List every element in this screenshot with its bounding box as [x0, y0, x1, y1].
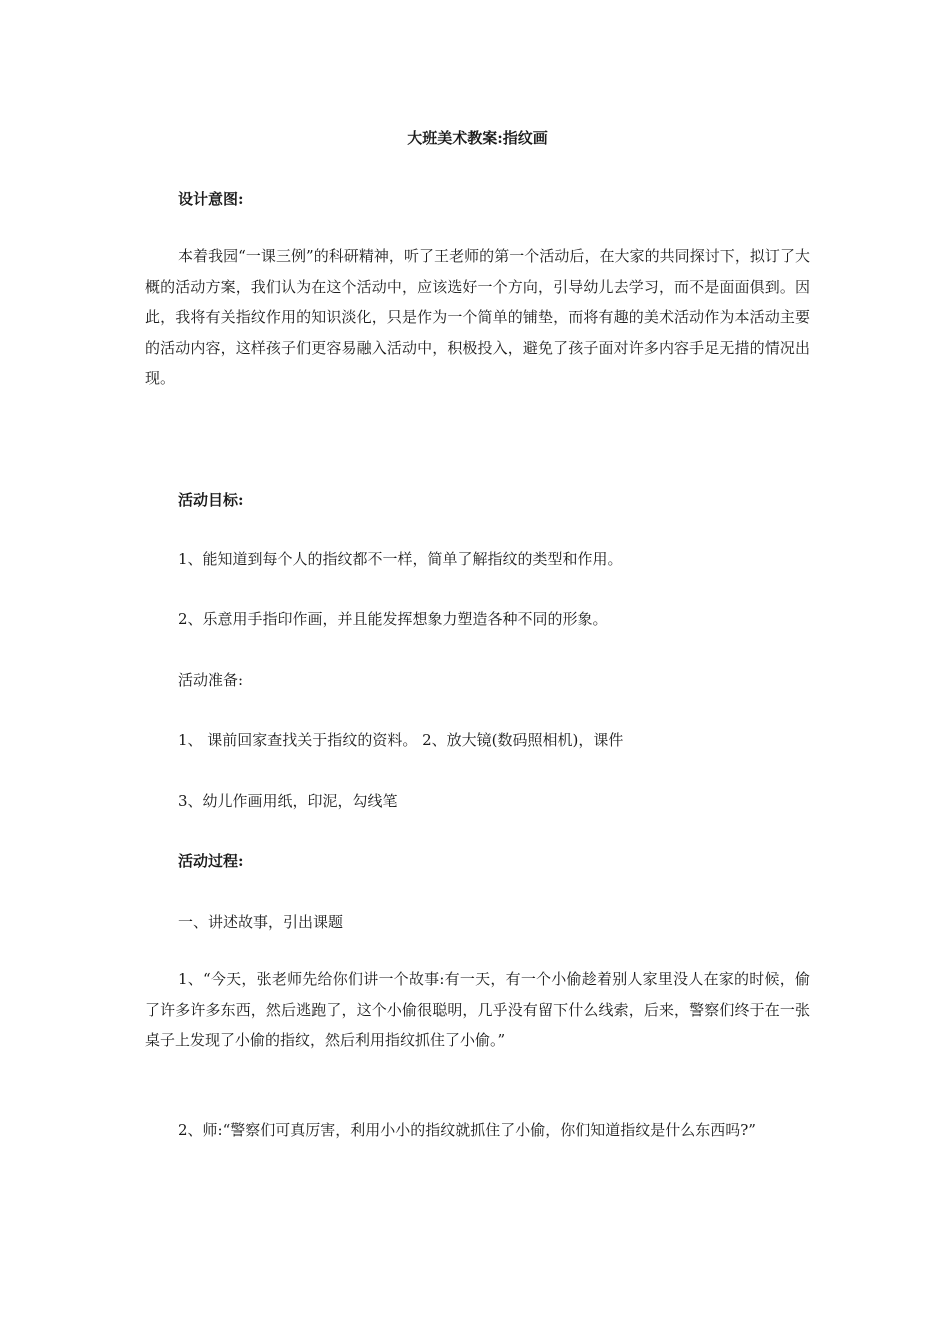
activity-process-heading: 活动过程:	[178, 852, 244, 870]
document-page	[145, 0, 810, 1344]
design-intent-heading: 设计意图:	[178, 190, 244, 208]
goal-item-2: 2、乐意用手指印作画，并且能发挥想象力塑造各种不同的形象。	[178, 610, 608, 628]
prep-item-1: 1、 课前回家查找关于指纹的资料。 2、放大镜(数码照相机)，课件	[178, 731, 624, 749]
process-step-1-item-1: 1、“今天，张老师先给你们讲一个故事:有一天，有一个小偷趁着别人家里没人在家的时候，偷了许多许多东西，然后逃跑了，这个小偷很聪明，几乎没有留下什么线索，后来，警察们终于在一张桌子上发现了小偷的指纹，然后利用指纹抓住了小偷。”	[145, 970, 810, 1049]
document-title: 大班美术教案:指纹画	[407, 129, 548, 147]
process-step-1-title: 一、讲述故事，引出课题	[178, 913, 344, 931]
design-intent-paragraph: 本着我园“一课三例”的科研精神，听了王老师的第一个活动后，在大家的共同探讨下，拟订了大概的活动方案，我们认为在这个活动中，应该选好一个方向，引导幼儿去学习，而不是面面俱到。因此，我将有关指纹作用的知识淡化，只是作为一个简单的铺垫，而将有趣的美术活动作为本活动主要的活动内容，这样孩子们更容易融入活动中，积极投入，避免了孩子面对许多内容手足无措的情况出现。	[145, 247, 810, 387]
activity-goals-heading: 活动目标:	[178, 491, 244, 509]
activity-prep-heading: 活动准备:	[178, 671, 244, 689]
goal-item-1: 1、能知道到每个人的指纹都不一样，简单了解指纹的类型和作用。	[178, 550, 623, 568]
prep-item-2: 3、幼儿作画用纸，印泥，勾线笔	[178, 792, 398, 810]
process-step-1-item-2: 2、师:“警察们可真厉害，利用小小的指纹就抓住了小偷，你们知道指纹是什么东西吗?”	[178, 1121, 756, 1139]
